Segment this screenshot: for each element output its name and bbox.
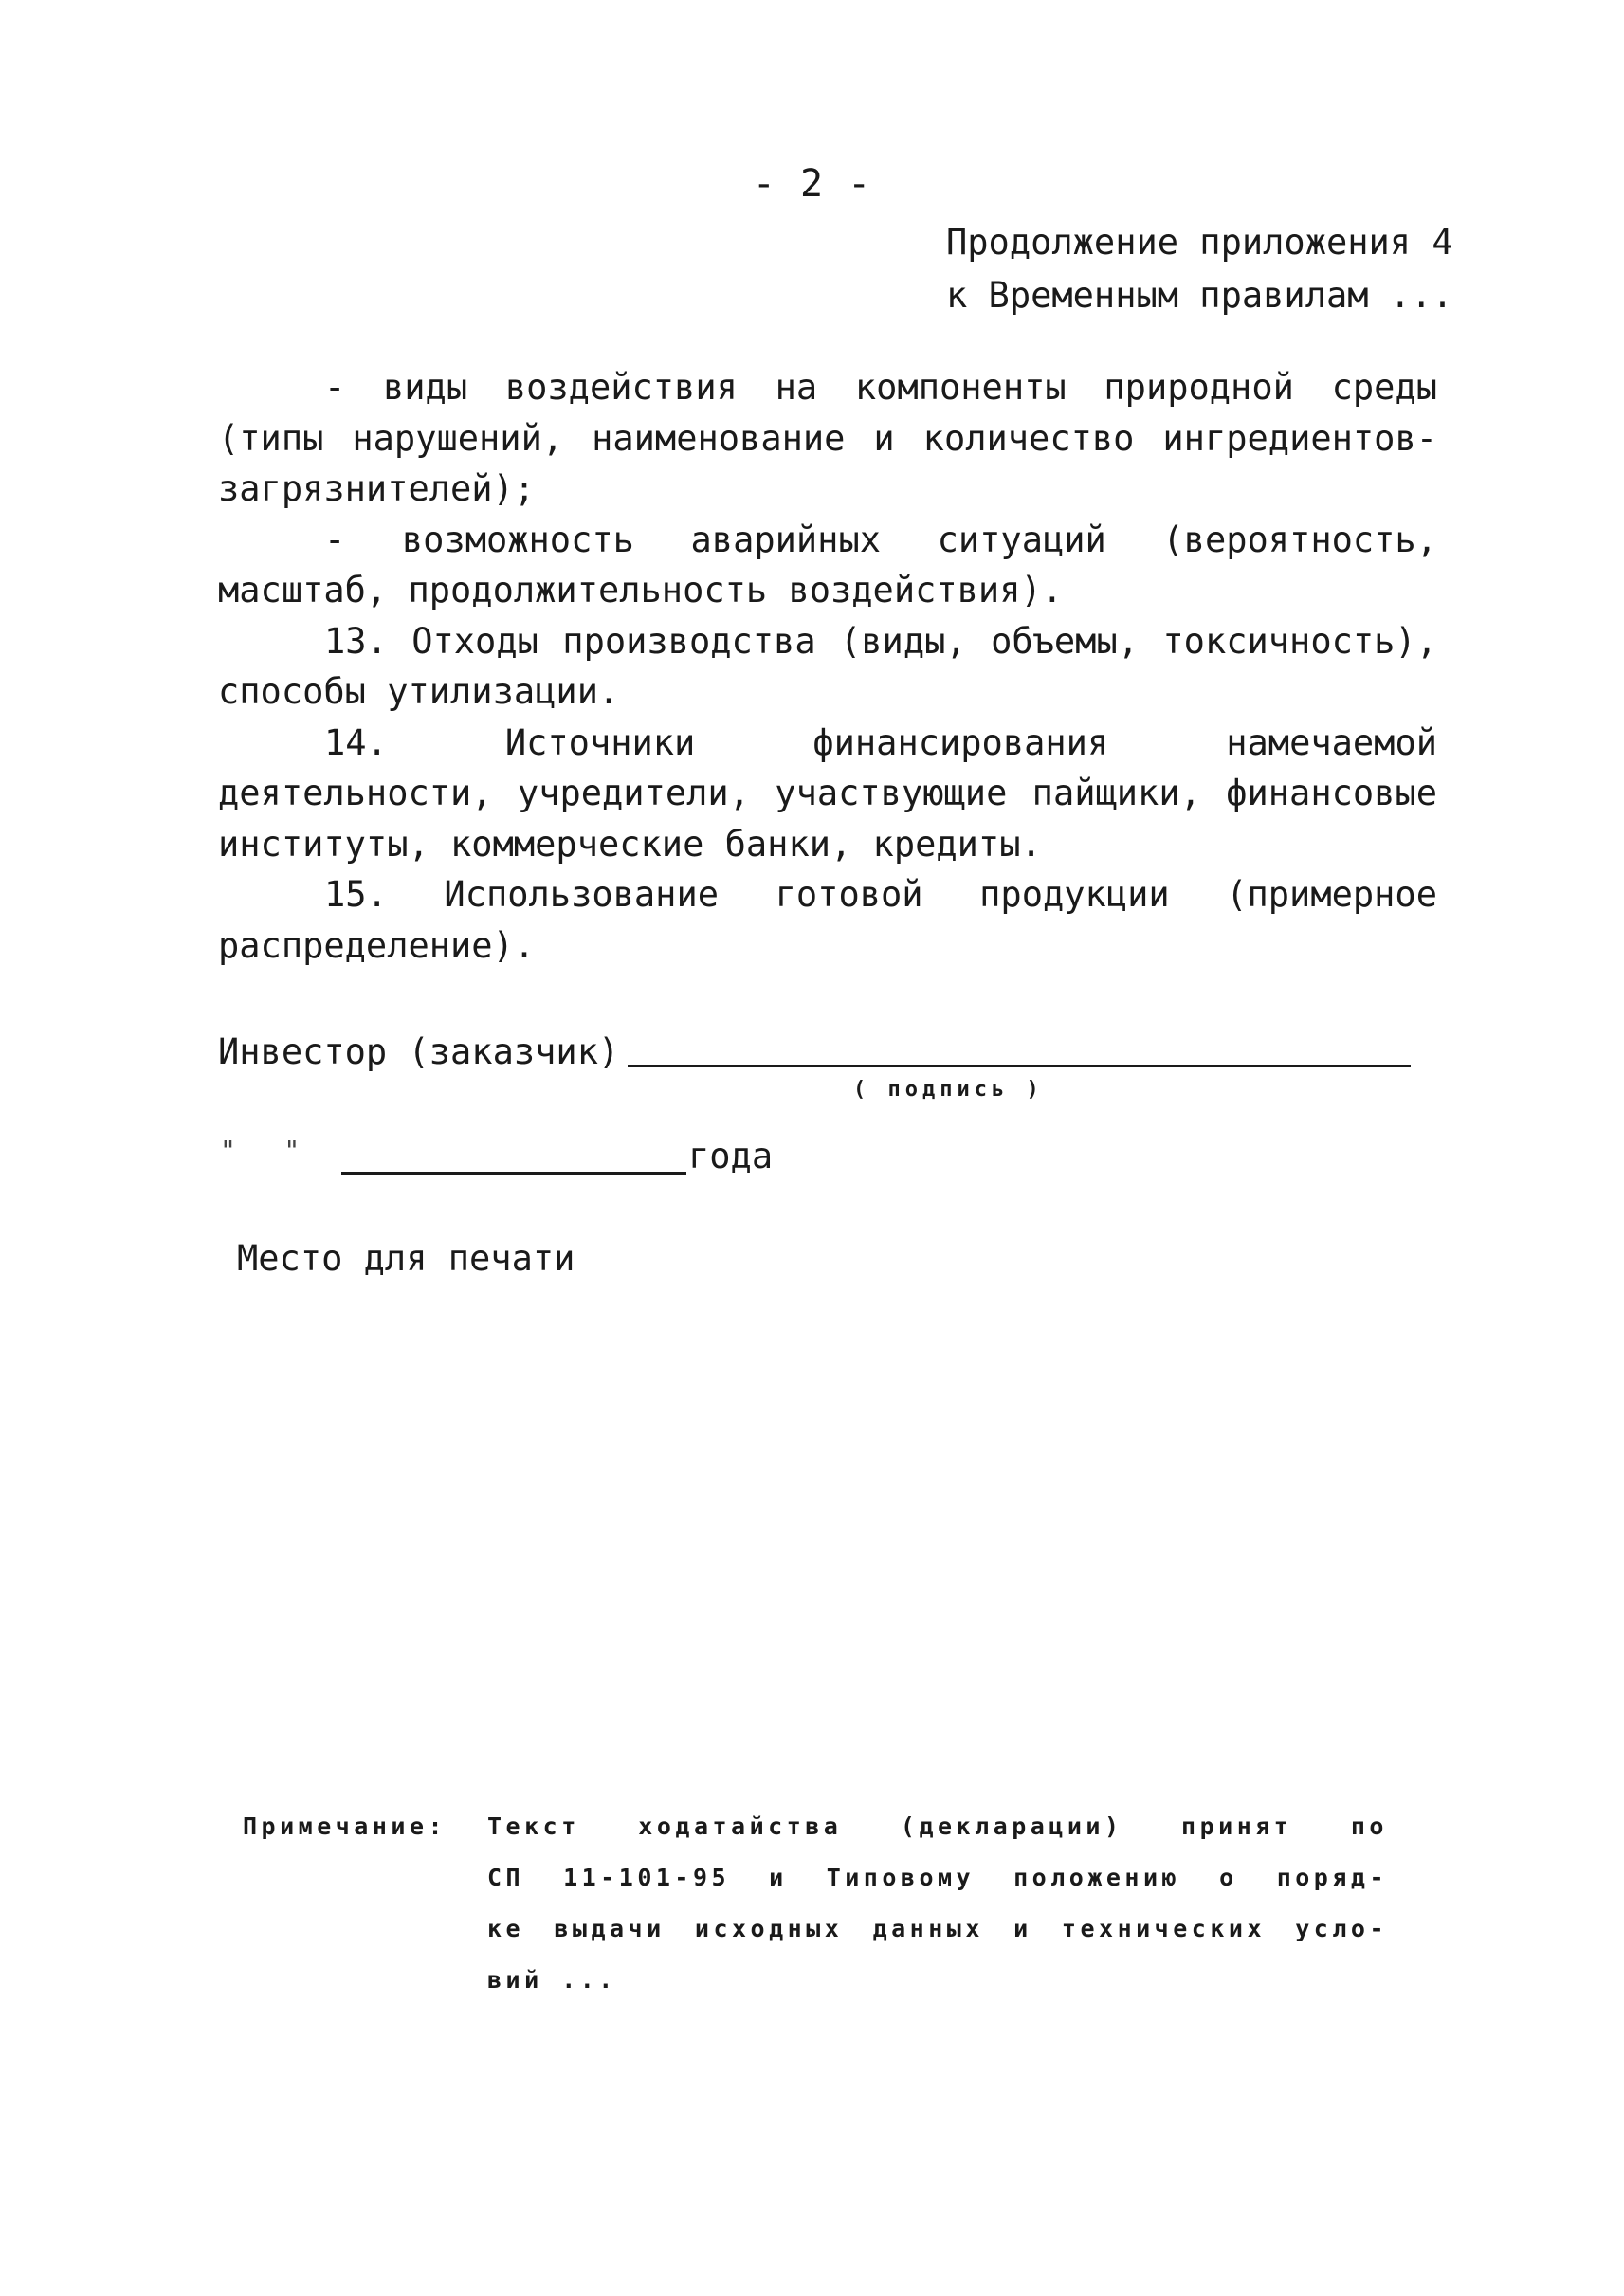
seal-place-label: Место для печати: [237, 1238, 575, 1279]
paragraph-impact-types: - виды воздействия на компоненты природной среды (типы нарушений, наименование и количество ингредиентов-загрязнителей);: [218, 367, 1437, 509]
date-line: [341, 1172, 686, 1175]
year-label: года: [688, 1136, 774, 1176]
date-day-quotes: " ": [220, 1135, 301, 1166]
body-text: [218, 362, 1437, 971]
note-line-3: ке выдачи исходных данных и технических усло-: [487, 1915, 1388, 1942]
note-line-1: Текст ходатайства (декларации) принят по: [487, 1813, 1388, 1840]
appendix-line-1: Продолжение приложения 4: [946, 222, 1453, 263]
note-text: [487, 1801, 1388, 2006]
signature-line: [628, 1065, 1411, 1067]
signature-caption: ( подпись ): [853, 1078, 1044, 1102]
note-label: Примечание:: [243, 1813, 447, 1840]
page-number: - 2 -: [752, 162, 872, 206]
investor-label: Инвестор (заказчик): [218, 1031, 620, 1072]
appendix-header: [946, 216, 1453, 322]
note-line-2: СП 11-101-95 и Типовому положению о поряд-: [487, 1864, 1388, 1891]
appendix-line-2: к Временным правилам ...: [946, 275, 1453, 316]
paragraph-14-financing: 14. Источники финансирования намечаемой деятельности, учредители, участвующие пайщики, финансовые институты, коммерческие банки, кредиты.: [218, 721, 1437, 865]
note-line-4: вий ...: [487, 1966, 617, 1994]
paragraph-15-product-use: 15. Использование готовой продукции (примерное распределение).: [218, 874, 1437, 966]
paragraph-13-waste: 13. Отходы производства (виды, объемы, токсичность), способы утилизации.: [218, 620, 1437, 712]
paragraph-emergency: - возможность аварийных ситуаций (вероятность, масштаб, продолжительность воздействия).: [218, 519, 1437, 610]
